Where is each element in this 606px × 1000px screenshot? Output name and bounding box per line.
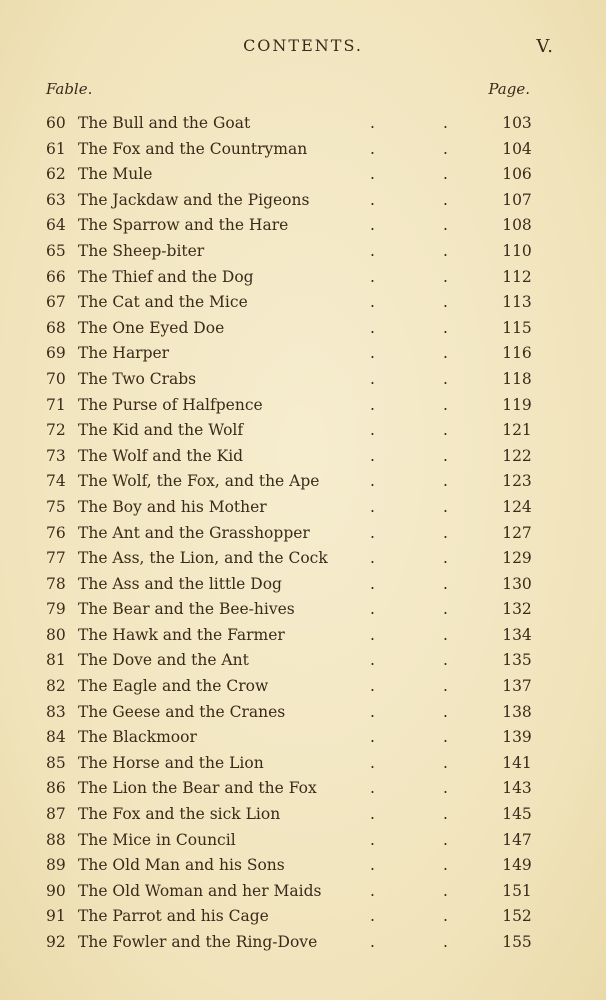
leader-dot: . (370, 702, 375, 721)
page-number: 107 (502, 190, 532, 209)
fable-title: The Ass and the little Dog (78, 574, 282, 593)
fable-title: The Fowler and the Ring-Dove (78, 933, 318, 951)
leader-dot: . (443, 779, 448, 798)
leader-dot: . (443, 446, 448, 465)
page-number: 143 (502, 779, 532, 798)
fable-title: The Blackmoor (78, 728, 197, 747)
page-column-heading: Page. (488, 80, 530, 98)
leader-dot: . (370, 165, 375, 184)
fable-number: 89 (46, 856, 66, 875)
leader-dot: . (370, 446, 375, 465)
fable-number: 91 (46, 907, 66, 926)
leader-dot: . (370, 574, 375, 593)
fable-number: 87 (46, 805, 66, 824)
leader-dot: . (370, 293, 375, 312)
leader-dot: . (443, 830, 448, 849)
fable-number: 84 (46, 728, 66, 747)
contents-row (0, 930, 606, 956)
contents-row (0, 111, 606, 137)
page-number: 104 (502, 139, 532, 158)
contents-row (0, 418, 606, 444)
page-number: 134 (502, 625, 532, 644)
contents-row (0, 572, 606, 598)
page-number: 149 (502, 856, 532, 875)
page-number: 113 (502, 293, 532, 312)
page-number: 124 (502, 497, 532, 516)
running-title: CONTENTS. (243, 36, 363, 55)
fable-title: The Wolf, the Fox, and the Ape (78, 472, 320, 491)
fable-title: The Dove and the Ant (78, 651, 249, 670)
fable-number: 67 (46, 293, 66, 312)
fable-number: 86 (46, 779, 66, 798)
fable-title: The Fox and the sick Lion (78, 805, 281, 824)
fable-number: 88 (46, 830, 66, 849)
fable-number: 66 (46, 267, 66, 286)
page-number: 121 (502, 421, 532, 440)
page-number: 108 (502, 216, 532, 235)
page-number: 139 (502, 728, 532, 747)
leader-dot: . (370, 497, 375, 516)
leader-dot: . (443, 933, 448, 951)
fable-title: The Bear and the Bee-hives (78, 600, 295, 619)
page-number: 132 (502, 600, 532, 619)
page-number: 112 (502, 267, 532, 286)
contents-row (0, 444, 606, 470)
fable-number: 85 (46, 753, 66, 772)
page-number: 145 (502, 805, 532, 824)
leader-dot: . (370, 549, 375, 568)
page-number: 119 (502, 395, 532, 414)
fable-number: 70 (46, 369, 66, 388)
leader-dot: . (443, 574, 448, 593)
page-number: 151 (502, 881, 532, 900)
leader-dot: . (443, 523, 448, 542)
page-number: 110 (502, 241, 532, 260)
page-number: 116 (502, 344, 532, 363)
leader-dot: . (370, 830, 375, 849)
leader-dot: . (443, 114, 448, 132)
leader-dot: . (370, 190, 375, 209)
contents-row (0, 188, 606, 214)
leader-dot: . (370, 933, 375, 951)
page-number: 137 (502, 677, 532, 696)
fable-title: The Ant and the Grasshopper (78, 523, 310, 542)
fable-title: The Geese and the Cranes (78, 702, 286, 721)
page-number: 106 (502, 165, 532, 184)
fable-number: 71 (46, 395, 66, 414)
leader-dot: . (370, 267, 375, 286)
fable-number: 90 (46, 881, 66, 900)
leader-dot: . (443, 549, 448, 568)
fable-number: 60 (46, 114, 66, 132)
leader-dot: . (370, 805, 375, 824)
fable-title: The Sparrow and the Hare (78, 216, 289, 235)
fable-number: 64 (46, 216, 66, 235)
contents-row (0, 367, 606, 393)
leader-dot: . (443, 344, 448, 363)
contents-row (0, 239, 606, 265)
page-number: 123 (502, 472, 532, 491)
contents-row (0, 316, 606, 342)
fable-title: The Hawk and the Farmer (78, 625, 285, 644)
leader-dot: . (443, 267, 448, 286)
fable-title: The Lion the Bear and the Fox (78, 779, 317, 798)
leader-dot: . (370, 753, 375, 772)
leader-dot: . (443, 318, 448, 337)
contents-row (0, 469, 606, 495)
fable-title: The One Eyed Doe (78, 318, 225, 337)
leader-dot: . (370, 779, 375, 798)
leader-dot: . (370, 472, 375, 491)
fable-title: The Wolf and the Kid (78, 446, 244, 465)
fable-title: The Thief and the Dog (78, 267, 254, 286)
fable-title: The Old Man and his Sons (78, 856, 285, 875)
fable-title: The Kid and the Wolf (78, 421, 244, 440)
fable-title: The Boy and his Mother (78, 497, 267, 516)
leader-dot: . (443, 881, 448, 900)
page-number: 155 (502, 933, 532, 951)
contents-row (0, 597, 606, 623)
leader-dot: . (443, 600, 448, 619)
fable-number: 82 (46, 677, 66, 696)
page-number: 129 (502, 549, 532, 568)
fable-number: 73 (46, 446, 66, 465)
fable-title: The Bull and the Goat (78, 114, 251, 132)
leader-dot: . (370, 241, 375, 260)
fable-number: 78 (46, 574, 66, 593)
fable-number: 76 (46, 523, 66, 542)
fable-title: The Horse and the Lion (78, 753, 264, 772)
contents-row (0, 521, 606, 547)
contents-row (0, 290, 606, 316)
fable-number: 79 (46, 600, 66, 619)
leader-dot: . (443, 165, 448, 184)
leader-dot: . (443, 497, 448, 516)
fable-title: The Jackdaw and the Pigeons (78, 190, 310, 209)
contents-row (0, 546, 606, 572)
contents-row (0, 648, 606, 674)
fable-number: 62 (46, 165, 66, 184)
leader-dot: . (443, 728, 448, 747)
leader-dot: . (370, 651, 375, 670)
contents-row (0, 776, 606, 802)
fable-title: The Ass, the Lion, and the Cock (78, 549, 328, 568)
leader-dot: . (370, 625, 375, 644)
contents-row (0, 802, 606, 828)
contents-row (0, 828, 606, 854)
contents-row (0, 725, 606, 751)
leader-dot: . (370, 881, 375, 900)
fable-title: The Eagle and the Crow (78, 677, 269, 696)
leader-dot: . (443, 677, 448, 696)
leader-dot: . (443, 395, 448, 414)
fable-column-heading: Fable. (46, 80, 93, 98)
fable-title: The Two Crabs (78, 369, 197, 388)
fable-title: The Cat and the Mice (78, 293, 248, 312)
page-number: 130 (502, 574, 532, 593)
contents-row (0, 623, 606, 649)
fable-title: The Sheep-biter (78, 241, 205, 260)
contents-row (0, 137, 606, 163)
fable-number: 68 (46, 318, 66, 337)
contents-row (0, 341, 606, 367)
contents-row (0, 393, 606, 419)
leader-dot: . (443, 421, 448, 440)
leader-dot: . (370, 139, 375, 158)
contents-row (0, 265, 606, 291)
leader-dot: . (370, 677, 375, 696)
page-number: 152 (502, 907, 532, 926)
leader-dot: . (443, 702, 448, 721)
page-number: 127 (502, 523, 532, 542)
fable-title: The Mice in Council (78, 830, 236, 849)
contents-row (0, 751, 606, 777)
page-number: 147 (502, 830, 532, 849)
leader-dot: . (443, 241, 448, 260)
leader-dot: . (443, 907, 448, 926)
contents-row (0, 700, 606, 726)
leader-dot: . (443, 369, 448, 388)
leader-dot: . (370, 856, 375, 875)
leader-dot: . (443, 216, 448, 235)
fable-number: 77 (46, 549, 66, 568)
leader-dot: . (370, 344, 375, 363)
fable-title: The Purse of Halfpence (78, 395, 263, 414)
fable-title: The Old Woman and her Maids (78, 881, 322, 900)
fable-title: The Mule (78, 165, 153, 184)
leader-dot: . (443, 651, 448, 670)
page-numeral: V. (536, 36, 554, 57)
page-number: 141 (502, 753, 532, 772)
leader-dot: . (370, 395, 375, 414)
fable-number: 63 (46, 190, 66, 209)
page-number: 135 (502, 651, 532, 670)
page-number: 138 (502, 702, 532, 721)
fable-number: 92 (46, 933, 66, 951)
fable-title: The Fox and the Countryman (78, 139, 308, 158)
contents-row (0, 495, 606, 521)
page-number: 103 (502, 114, 532, 132)
fable-number: 75 (46, 497, 66, 516)
leader-dot: . (370, 114, 375, 132)
leader-dot: . (370, 728, 375, 747)
leader-dot: . (370, 369, 375, 388)
fable-number: 81 (46, 651, 66, 670)
leader-dot: . (443, 472, 448, 491)
leader-dot: . (443, 856, 448, 875)
leader-dot: . (370, 421, 375, 440)
contents-list (0, 111, 606, 956)
fable-number: 83 (46, 702, 66, 721)
leader-dot: . (370, 318, 375, 337)
leader-dot: . (443, 625, 448, 644)
fable-number: 69 (46, 344, 66, 363)
fable-number: 61 (46, 139, 66, 158)
contents-row (0, 904, 606, 930)
fable-title: The Parrot and his Cage (78, 907, 269, 926)
contents-row (0, 879, 606, 905)
contents-row (0, 213, 606, 239)
page-number: 122 (502, 446, 532, 465)
leader-dot: . (443, 293, 448, 312)
leader-dot: . (443, 190, 448, 209)
leader-dot: . (370, 523, 375, 542)
leader-dot: . (370, 600, 375, 619)
fable-number: 72 (46, 421, 66, 440)
fable-title: The Harper (78, 344, 170, 363)
page-number: 115 (502, 318, 532, 337)
contents-row (0, 162, 606, 188)
leader-dot: . (370, 907, 375, 926)
contents-row (0, 853, 606, 879)
leader-dot: . (443, 139, 448, 158)
leader-dot: . (370, 216, 375, 235)
fable-number: 74 (46, 472, 66, 491)
contents-row (0, 674, 606, 700)
fable-number: 65 (46, 241, 66, 260)
fable-number: 80 (46, 625, 66, 644)
leader-dot: . (443, 805, 448, 824)
leader-dot: . (443, 753, 448, 772)
page-number: 118 (502, 369, 532, 388)
